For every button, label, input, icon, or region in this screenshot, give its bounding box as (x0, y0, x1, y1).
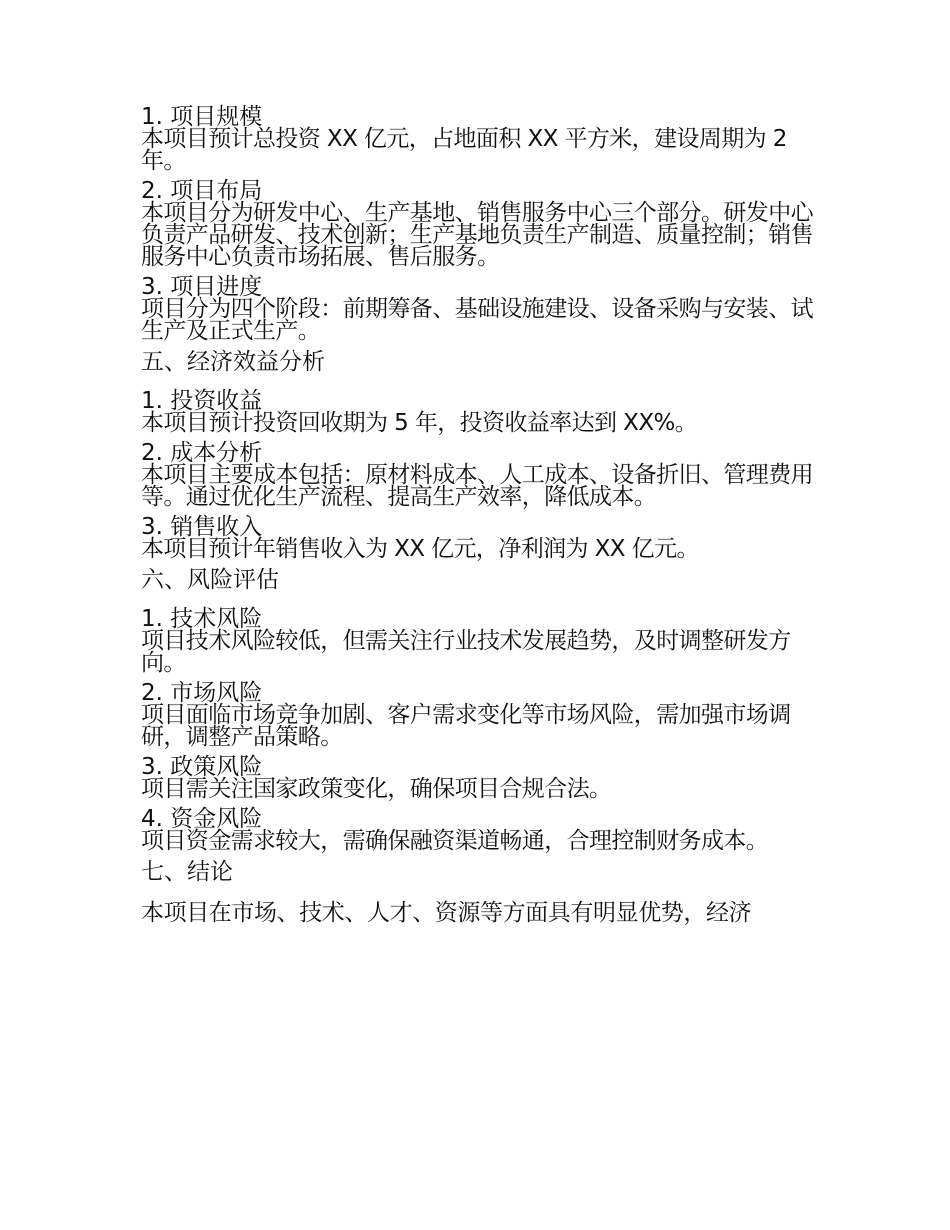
block-market-risk (141, 682, 813, 748)
paragraph: 项目需关注国家政策变化，确保项目合规合法。 (141, 776, 612, 802)
paragraph: 本项目预计总投资 XX 亿元，占地面积 XX 平方米，建设周期为 2 年。 (141, 126, 787, 174)
paragraph: 项目面临市场竞争加剧、客户需求变化等市场风险，需加强市场调研，调整产品策略。 (141, 702, 791, 750)
block-policy-risk (141, 756, 813, 800)
paragraph: 项目资金需求较大，需确保融资渠道畅通，合理控制财务成本。 (141, 828, 769, 854)
section-heading-economic: 五、经济效益分析 (141, 349, 325, 375)
block-sales-revenue (141, 516, 813, 560)
block-funding-risk (141, 808, 813, 852)
subheading: 2. 成本分析 (141, 440, 263, 466)
block-project-progress (141, 276, 813, 342)
subheading: 1. 投资收益 (141, 388, 263, 414)
subheading: 4. 资金风险 (141, 806, 263, 832)
paragraph: 本项目分为研发中心、生产基地、销售服务中心三个部分。研发中心负责产品研发、技术创新；生产基地负责生产制造、质量控制；销售服务中心负责市场拓展、售后服务。 (141, 200, 814, 270)
subheading: 3. 政策风险 (141, 754, 263, 780)
section-heading-conclusion: 七、结论 (141, 859, 233, 885)
block-project-layout (141, 180, 813, 268)
subheading: 2. 项目布局 (141, 178, 263, 204)
block-project-scale (141, 106, 813, 172)
block-cost-analysis (141, 442, 813, 508)
subheading: 3. 项目进度 (141, 274, 263, 300)
subheading: 1. 项目规模 (141, 104, 263, 130)
block-investment-return (141, 390, 813, 434)
conclusion-paragraph: 本项目在市场、技术、人才、资源等方面具有明显优势，经济 (141, 900, 752, 926)
paragraph: 本项目预计投资回收期为 5 年，投资收益率达到 XX%。 (141, 410, 698, 436)
paragraph: 本项目预计年销售收入为 XX 亿元，净利润为 XX 亿元。 (141, 536, 699, 562)
subheading: 3. 销售收入 (141, 514, 263, 540)
paragraph: 项目分为四个阶段：前期筹备、基础设施建设、设备采购与安装、试生产及正式生产。 (141, 296, 814, 344)
document-page (141, 106, 813, 926)
subheading: 1. 技术风险 (141, 606, 263, 632)
paragraph: 本项目主要成本包括：原材料成本、人工成本、设备折旧、管理费用等。通过优化生产流程、提高生产效率，降低成本。 (141, 462, 814, 510)
block-technical-risk (141, 608, 813, 674)
paragraph: 项目技术风险较低，但需关注行业技术发展趋势，及时调整研发方向。 (141, 628, 791, 676)
subheading: 2. 市场风险 (141, 680, 263, 706)
section-heading-risk: 六、风险评估 (141, 567, 279, 593)
